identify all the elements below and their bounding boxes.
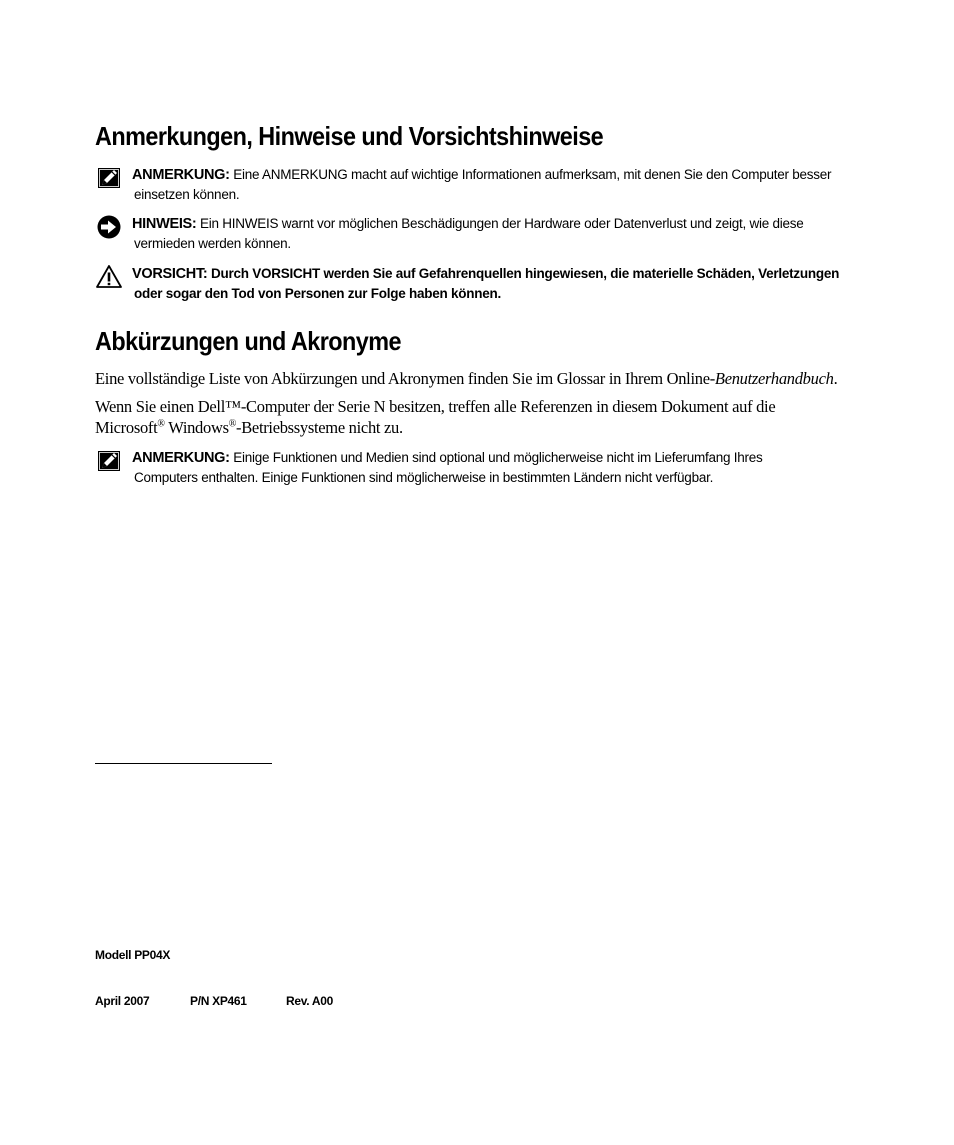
note-vorsicht <box>95 264 895 303</box>
abbreviations-paragraph: Eine vollständige Liste von Abkürzungen und Akronymen finden Sie im Glossar in Ihrem Online-Benutzerhandbuch. <box>95 369 838 388</box>
windows-paragraph: Wenn Sie einen Dell™-Computer der Serie N besitzen, treffen alle Referenzen in diesem Dokument auf die Microsoft® Windows®-Betriebssysteme nicht zu. <box>95 397 776 437</box>
note-text: Eine ANMERKUNG macht auf wichtige Informationen aufmerksam, mit denen Sie den Computer besser <box>233 167 832 182</box>
section-title-abbreviations: Abkürzungen und Akronyme <box>95 326 401 356</box>
warning-triangle-icon <box>95 264 123 290</box>
pencil-note-icon <box>95 448 123 474</box>
footnote-divider <box>95 763 272 764</box>
notice-label: HINWEIS: <box>132 216 197 232</box>
notice-text: Ein HINWEIS warnt vor möglichen Beschädigungen der Hardware oder Datenverlust und zeigt, wie diese <box>199 216 804 231</box>
note-text: Einige Funktionen und Medien sind optional und möglicherweise nicht im Lieferumfang Ihres <box>233 450 763 465</box>
note-label: ANMERKUNG: <box>132 167 230 183</box>
note-text-cont: einsetzen können. <box>134 187 240 202</box>
note-text-cont: Computers enthalten. Einige Funktionen sind möglicherweise in bestimmten Ländern nicht verfügbar. <box>134 470 714 485</box>
section-title-notes: Anmerkungen, Hinweise und Vorsichtshinweise <box>95 121 604 151</box>
part-number: P/N XP461 <box>190 994 247 1008</box>
pencil-note-icon <box>95 165 123 191</box>
notice-text-cont: vermieden werden können. <box>134 236 291 251</box>
caution-label: VORSICHT: <box>132 266 208 282</box>
revision: Rev. A00 <box>286 994 333 1008</box>
model-number: Modell PP04X <box>95 948 171 962</box>
caution-text-cont: oder sogar den Tod von Personen zur Folge haben können. <box>134 286 502 301</box>
note-hinweis <box>95 214 895 253</box>
note-anmerkung-features <box>95 448 895 487</box>
note-label: ANMERKUNG: <box>132 450 230 466</box>
user-guide-title: Benutzerhandbuch <box>714 369 834 388</box>
release-date: April 2007 <box>95 994 150 1008</box>
caution-text: Durch VORSICHT werden Sie auf Gefahrenquellen hingewiesen, die materielle Schäden, Verletzungen <box>210 266 840 281</box>
note-anmerkung <box>95 165 895 204</box>
arrow-notice-icon <box>95 214 123 240</box>
